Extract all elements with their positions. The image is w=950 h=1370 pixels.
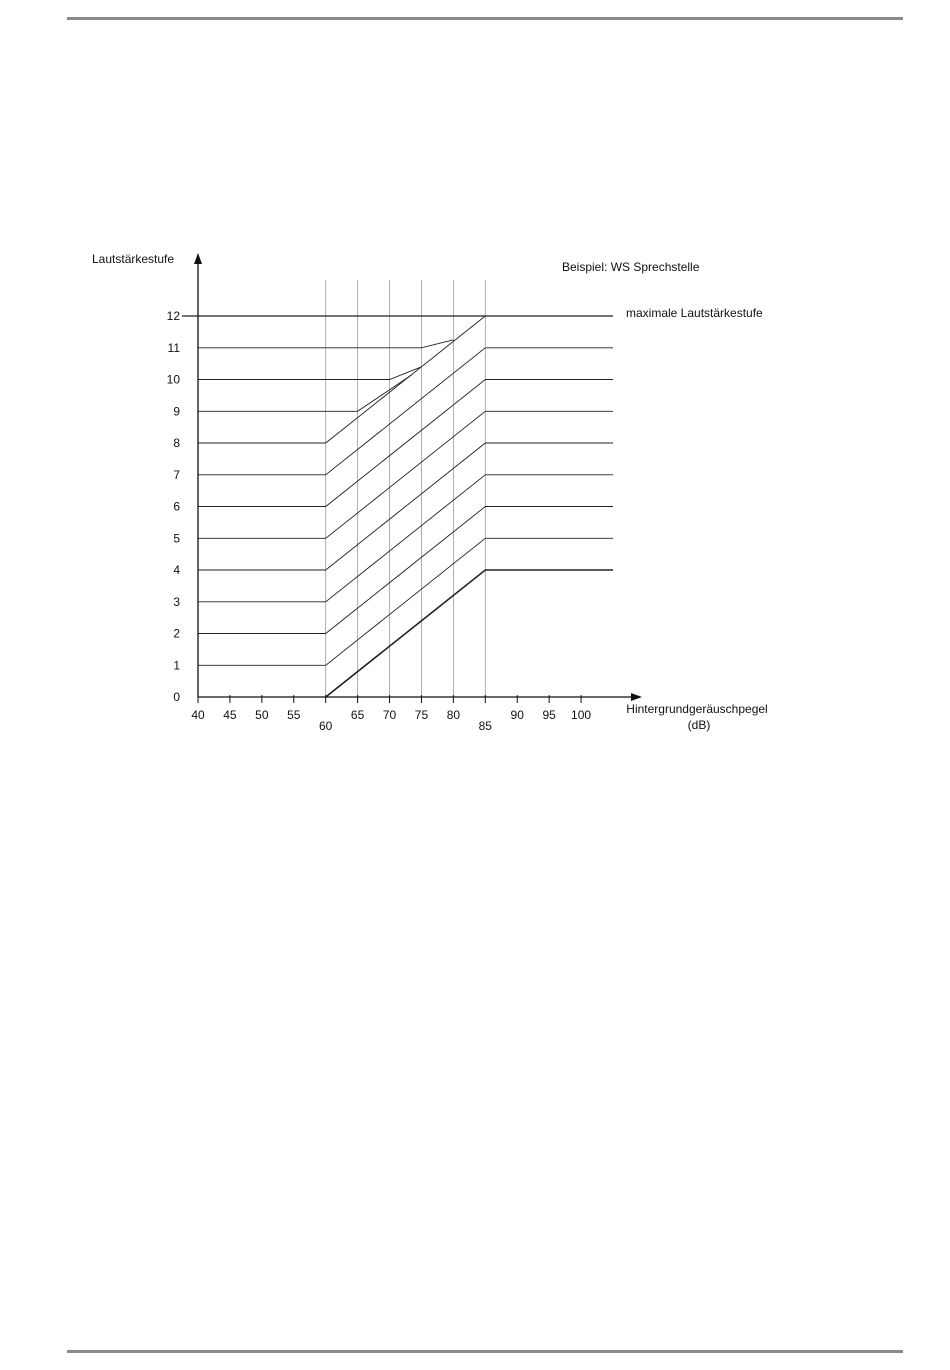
y-tick-label-12: 12 bbox=[166, 309, 180, 323]
x-tick-label-75: 75 bbox=[414, 708, 429, 722]
x-tick-label-70: 70 bbox=[382, 708, 397, 722]
series-line-0 bbox=[326, 570, 613, 697]
x-tick-label-65: 65 bbox=[350, 708, 365, 722]
x-tick-label-85: 85 bbox=[478, 719, 492, 733]
y-tick-label-7: 7 bbox=[173, 467, 180, 482]
y-axis-arrow bbox=[194, 253, 202, 264]
y-tick-label-3: 3 bbox=[173, 594, 180, 609]
x-tick-label-45: 45 bbox=[223, 708, 237, 722]
x-axis-arrow bbox=[631, 693, 642, 701]
series-line-10 bbox=[198, 367, 422, 380]
y-tick-label-2: 2 bbox=[173, 626, 180, 641]
y-tick-label-4: 4 bbox=[173, 563, 180, 577]
y-tick-label-5: 5 bbox=[173, 531, 180, 546]
y-tick-label-1: 1 bbox=[173, 658, 180, 673]
y-tick-label-0: 0 bbox=[173, 690, 180, 704]
x-axis-title: Hintergrundgeräuschpegel bbox=[626, 702, 768, 716]
y-tick-label-9: 9 bbox=[173, 404, 180, 419]
x-tick-label-50: 50 bbox=[255, 708, 269, 722]
x-tick-label-100: 100 bbox=[571, 708, 592, 722]
x-axis-unit: (dB) bbox=[687, 718, 711, 732]
x-tick-label-40: 40 bbox=[191, 708, 205, 722]
y-tick-label-11: 11 bbox=[167, 340, 180, 355]
y-axis-title: Lautstärkestufe bbox=[92, 252, 175, 266]
x-tick-label-95: 95 bbox=[542, 708, 556, 722]
x-tick-label-80: 80 bbox=[446, 708, 461, 722]
chart-annotation: Beispiel: WS Sprechstelle bbox=[562, 260, 700, 274]
max-level-label: maximale Lautstärkestufe bbox=[626, 306, 763, 320]
series-line-9 bbox=[198, 375, 412, 412]
x-tick-label-90: 90 bbox=[510, 708, 524, 722]
y-tick-label-6: 6 bbox=[173, 499, 180, 514]
x-tick-label-60: 60 bbox=[319, 719, 333, 733]
ticks-layer bbox=[167, 309, 592, 733]
y-tick-label-10: 10 bbox=[166, 372, 180, 387]
series-layer bbox=[182, 316, 613, 697]
x-tick-label-55: 55 bbox=[287, 708, 301, 722]
y-tick-label-8: 8 bbox=[173, 436, 180, 450]
